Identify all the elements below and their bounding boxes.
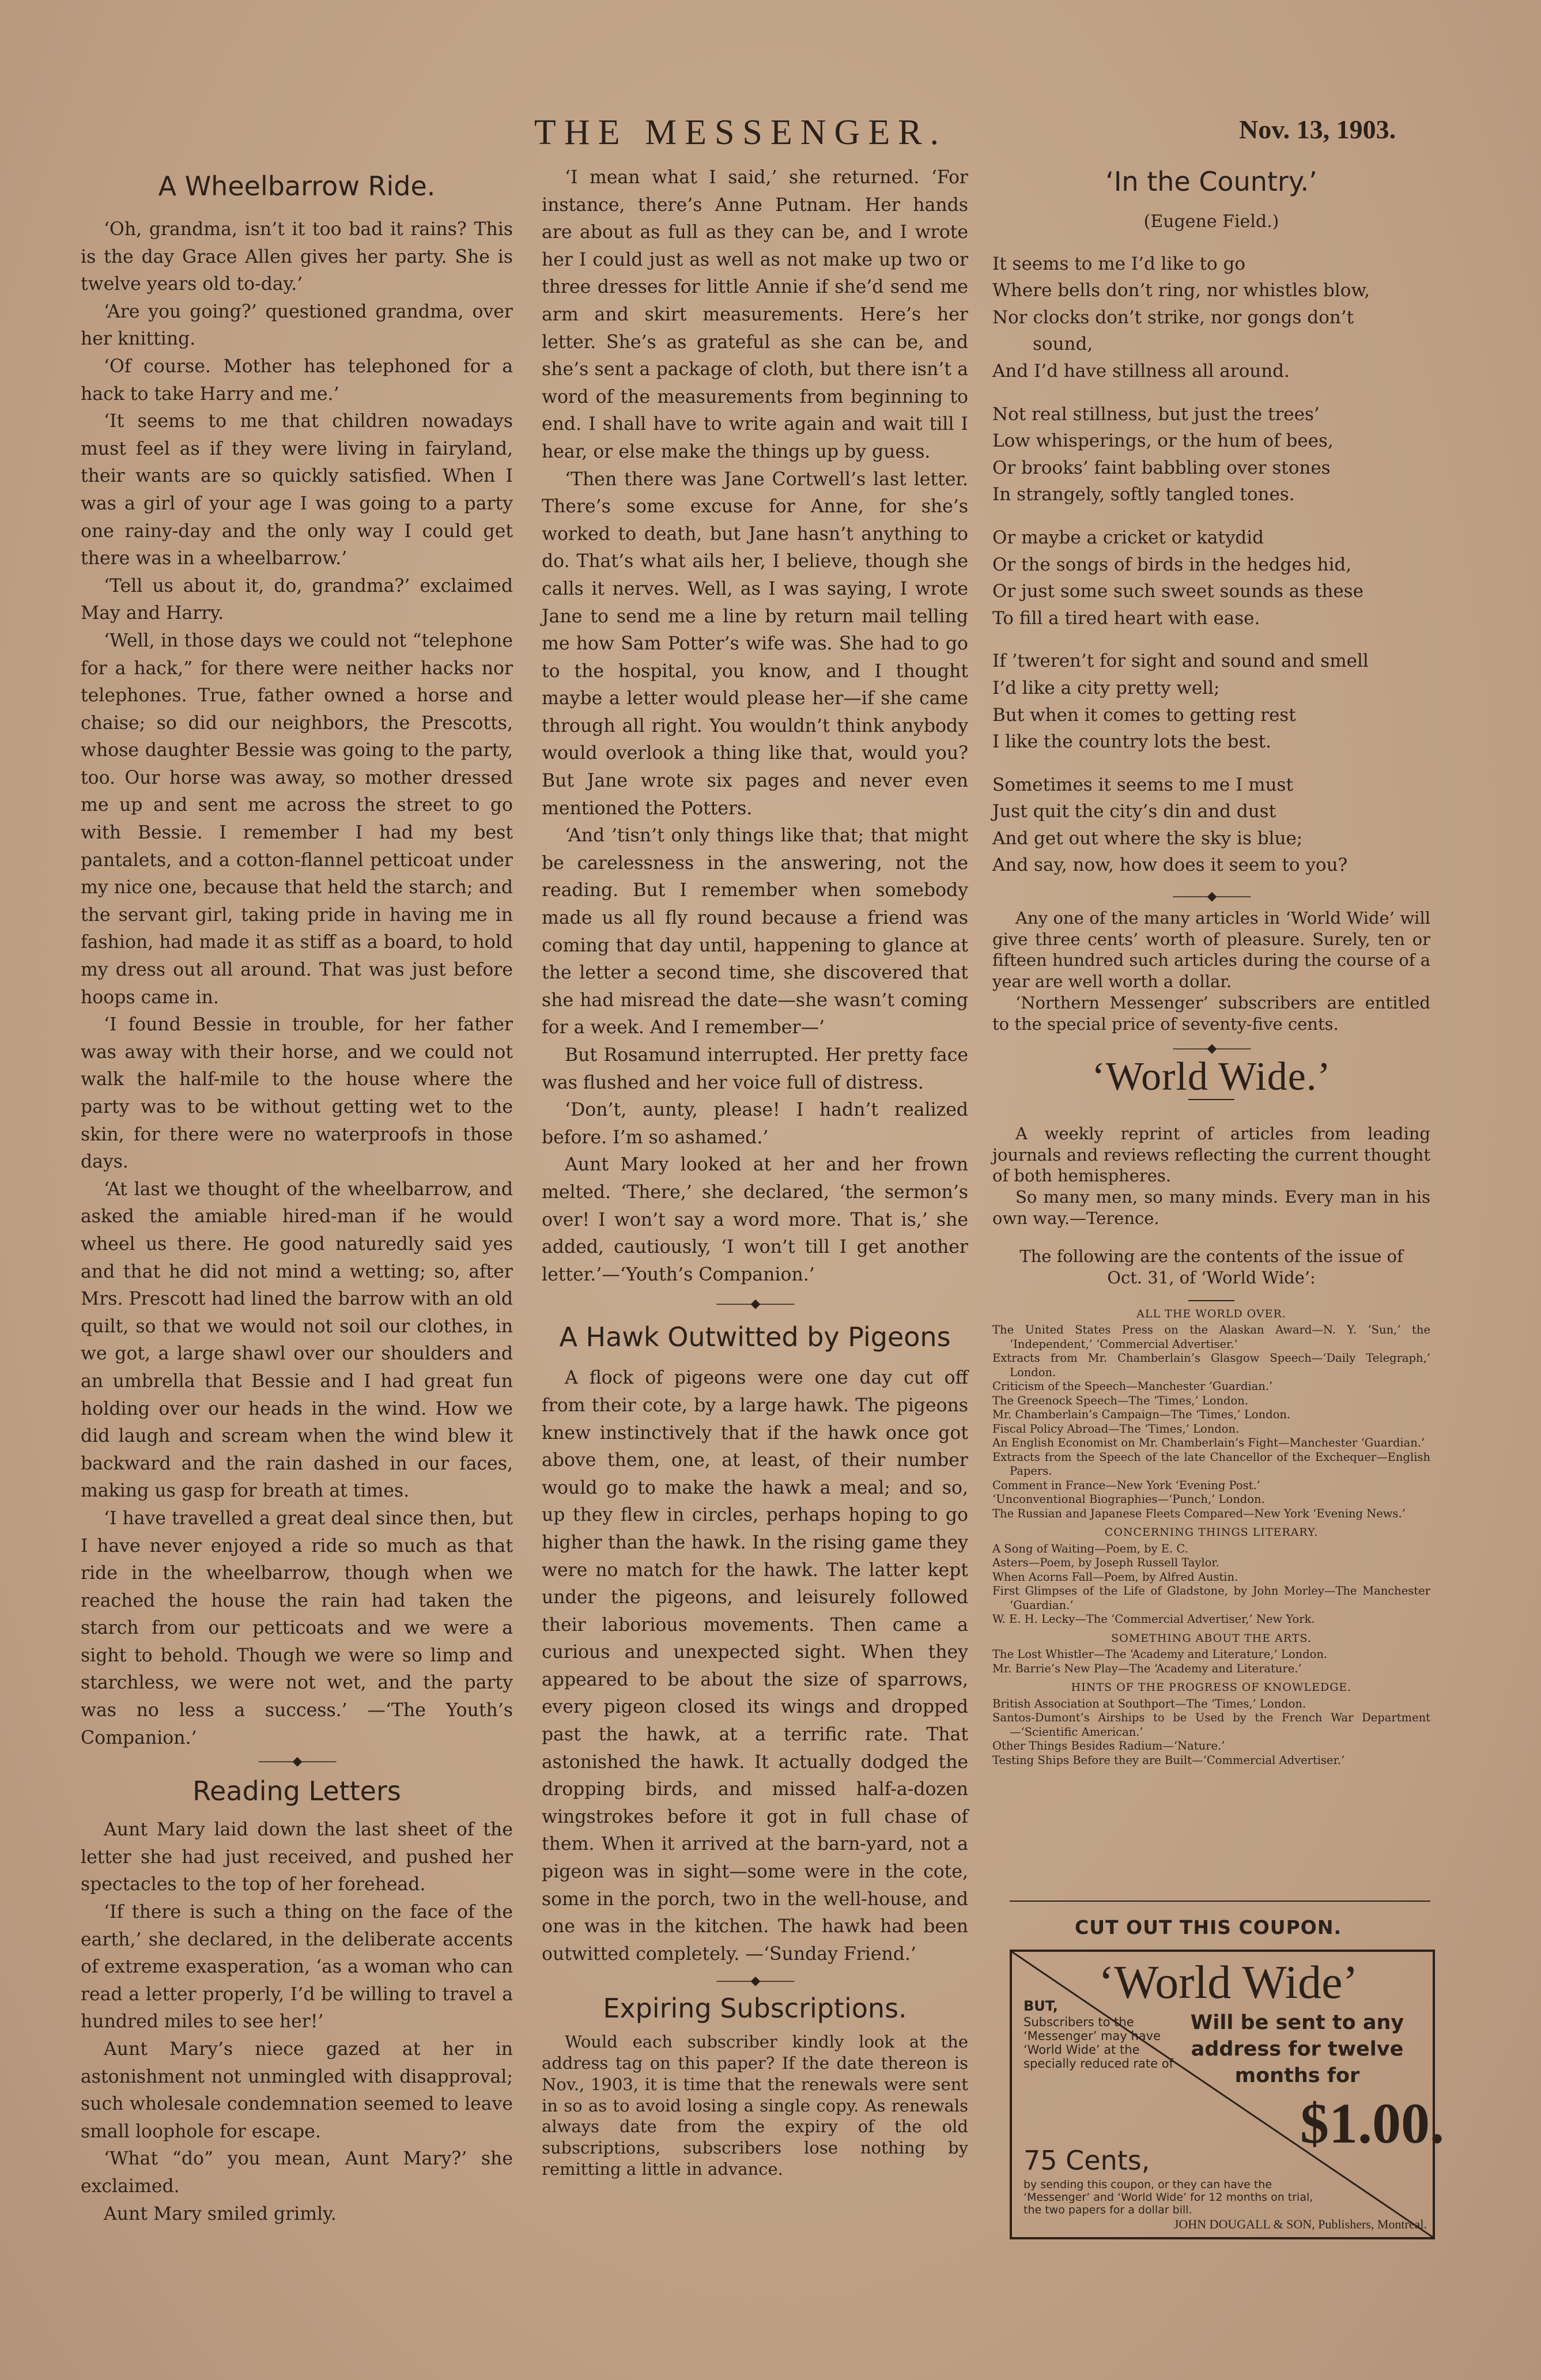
coupon-price: $1.00. [1300,2091,1444,2155]
contents-item: Mr. Chamberlain’s Campaign—The ‘Times,’ London. [992,1408,1291,1422]
paragraph: A flock of pigeons were one day cut off from their cote, by a large hawk. The pigeons knew instinctively that if the hawk once got above them, one, at least, of their number would go to make the hawk a meal; and so, up they flew in circles, perhaps hoping to go higher than the hawk. In the rising game they were no match for the hawk. The latter kept under the pigeons, and leisurely followed their laborious movements. Then came a curious and unexpected sight. When they appeared to be about the size of sparrows, every pigeon closed its wings and dropped past the hawk, at a terrific rate. That astonished the hawk. It actually dodged the dropping birds, and missed half-a-dozen wingstrokes before it got in full chase of them. When it arrived at the barn-yard, not a pigeon was in sight—some were in the cote, some in the porch, two in the well-house, and one was in the kitchen. The hawk had been outwitted completely. —‘Sunday Friend.’ [542,1367,968,1965]
poem-line: Not real stillness, but just the trees’ [992,403,1320,425]
coupon-heading: CUT OUT THIS COUPON. [1075,1916,1342,1939]
contents-item: Mr. Barrie’s New Play—The ‘Academy and Literature.’ [992,1661,1302,1675]
paragraph: Aunt Mary smiled grimly. [104,2203,337,2224]
contents-item: British Association at Southport—The ‘Times,’ London. [992,1697,1306,1710]
poem-line: To fill a tired heart with ease. [992,607,1260,629]
contents-item: Fiscal Policy Abroad—The ‘Times,’ London. [992,1422,1240,1435]
paragraph: ‘It seems to me that children nowadays must feel as if they were living in fairyland, their wants are so quickly satisfied. When I was a girl of your age I was going to a party one rainy-day and the only way I could get there was in a wheelbarrow.’ [81,411,513,569]
paragraph: ‘I found Bessie in trouble, for her father was away with their horse, and we could not walk the half-mile to the house where the party was to be without getting wet to the skin, for there were no waterproofs in those days. [81,1014,513,1173]
world-wide-title: ‘World Wide.’ [1091,1055,1331,1100]
paragraph: ‘Northern Messenger’ subscribers are entitled to the special price of seventy-five cents. [992,992,1430,1034]
masthead-title: THE MESSENGER. [534,113,947,152]
poem-line: In strangely, softly tangled tones. [992,484,1295,505]
coupon-publisher: JOHN DOUGALL & SON, Publishers, Montreal. [1173,2217,1427,2231]
paragraph: Would each subscriber kindly look at the address tag on this paper? If the date thereon is Nov., 1903, it is time that the renewals were sent in so as to avoid losing a single copy. As renewals always date from the expiry of the old subscriptions, subscribers lose nothing by remitting a little in advance. [542,2032,968,2179]
contents-section-heading: CONCERNING THINGS LITERARY. [1104,1526,1319,1539]
coupon-but: BUT, [1023,1998,1058,2014]
poem-stanza [992,648,1430,755]
poem-line: Or maybe a cricket or katydid [992,527,1264,548]
section-ornament: ———◆——— [716,1974,794,1989]
paragraph: ‘At last we thought of the wheelbarrow, and asked the amiable hired-man if he would wheel us there. He good naturedly said yes and that he did not mind a wetting; so, after Mrs. Prescott had lined the barrow with an old quilt, so that we would not soil our clothes, in we got, a large shawl over our shoulders and an umbrella that Bessie and I had great fun holding over our heads in the wind. How we did laugh and scream when the wind blew it backward and the rain dashed in our faces, making us gasp for breath at times. [81,1178,513,1502]
contents-item: The United States Press on the Alaskan Award—N. Y. ‘Sun,’ the ‘Independent,’ ‘Commercial Advertiser.’ [992,1323,1430,1351]
article-body-expiring [542,2031,968,2179]
contents-section-heading: ALL THE WORLD OVER. [1136,1307,1286,1320]
article-body-reading-letters [81,1816,513,2228]
article-title-expiring: Expiring Subscriptions. [603,1993,907,2024]
poem-line: I like the country lots the best. [992,731,1271,753]
world-wide-promo [992,908,1430,1034]
poem-line: Low whisperings, or the hum of bees, [992,430,1334,452]
poem-line: Sometimes it seems to me I must [992,774,1293,795]
contents-item: The Lost Whistler—The ‘Academy and Literature,’ London. [992,1648,1328,1661]
contents-item: W. E. H. Lecky—The ‘Commercial Advertiser,’ New York. [992,1612,1315,1626]
paragraph: Aunt Mary looked at her and her frown melted. ‘There,’ she declared, ‘the sermon’s over! I won’t say a word more. That is,’ she added, cautiously, ‘I won’t till I get another letter.’—‘Youth’s Companion.’ [542,1154,968,1285]
poem-line: Where bells don’t ring, nor whistles blow, [992,280,1370,301]
article-title-wheelbarrow: A Wheelbarrow Ride. [158,171,436,202]
poem-body [992,251,1430,879]
contents-item: ‘Unconventional Biographies—‘Punch,’ London. [992,1493,1265,1506]
contents-section-heading: HINTS OF THE PROGRESS OF KNOWLEDGE. [1071,1681,1352,1694]
contents-section-heading: SOMETHING ABOUT THE ARTS. [1111,1631,1312,1645]
article-title-reading-letters: Reading Letters [192,1775,401,1807]
contents-item: Asters—Poem, by Joseph Russell Taylor. [992,1556,1219,1570]
paragraph: ‘Tell us about it, do, grandma?’ exclaimed May and Harry. [81,575,513,624]
paragraph: ‘Then there was Jane Cortwell’s last letter. There’s some excuse for Anne, for she’s worked to death, but Jane hasn’t anything to do. That’s what ails her, I believe, though she calls it nerves. Well, as I was saying, I wrote Jane to send me a line by return mail telling me how Sam Potter’s wife was. She had to go to the hospital, you know, and I thought maybe a letter would please her—if she came through all right. You wouldn’t think anybody would overlook a thing like that, would you? But Jane wrote six pages and never even mentioned the Potters. [542,469,968,819]
paragraph: ‘What “do” you mean, Aunt Mary?’ she exclaimed. [81,2148,513,2197]
contents-item: Other Things Besides Radium—‘Nature.’ [992,1739,1225,1753]
contents-item: Extracts from the Speech of the late Chancellor of the Exchequer—English Papers. [992,1450,1430,1478]
contents-item: An English Economist on Mr. Chamberlain’s Fight—Manchester ‘Guardian.’ [992,1436,1425,1450]
paragraph: ‘I mean what I said,’ she returned. ‘For instance, there’s Anne Putnam. Her hands are about as full as they can be, and I wrote her I could just as well as not make up two or three dresses for little Annie if she’d send me arm and skirt measurements. Here’s her letter. She’s as grateful as she can be, and she’s sent a package of cloth, but there isn’t a word of the measurements from beginning to end. I shall have to write again and wait till I hear, or else make the things up by guess. [542,167,968,462]
contents-item: The Greenock Speech—The ‘Times,’ London. [992,1393,1249,1407]
article-body-hawk [542,1365,968,1968]
poem-stanza [992,401,1430,508]
contents-item: Criticism of the Speech—Manchester ‘Guardian.’ [992,1380,1273,1393]
column-1 [81,170,513,2228]
paragraph: ‘And ’tisn’t only things like that; that might be carelessness in the answering, not the reading. But I remember when somebody made us all fly round because a friend was coming that day until, happening to glance at the letter a second time, she discovered that she had misread the date—she wasn’t coming for a week. And I remember—’ [542,825,968,1038]
coupon-subscribers-text: Subscribers to the ‘Messenger’ may have ‘World Wide’ at the specially reduced rate of [1023,2015,1173,2071]
coupon-title: ‘World Wide’ [1098,1956,1358,2008]
paragraph: ‘I have travelled a great deal since then, but I have never enjoyed a ride so much as that ride in the wheelbarrow, though when we reached the house the rain had taken the starch from our petticoats and we were a sight to behold. Though we were so limp and starchless, we were not wet, and the party was no less a success.’ —‘The Youth’s Companion.’ [81,1508,513,1748]
paragraph: ‘Of course. Mother has telephoned for a hack to take Harry and me.’ [81,356,513,405]
contents-list [992,1307,1430,1768]
paragraph: ‘If there is such a thing on the face of the earth,’ she declared, in the deliberate accents of extreme exasperation, ‘as a woman who can read a letter properly, I’d be willing to travel a hundred miles to see her!’ [81,1902,513,2033]
column-3 [992,164,1430,1767]
paragraph: Aunt Mary laid down the last sheet of the letter she had just received, and pushed her spectacles to the top of her forehead. [81,1819,513,1895]
world-wide-description [992,1123,1430,1229]
coupon-reduced-price: 75 Cents, [1023,2145,1150,2176]
coupon-offer-text: Will be sent to any address for twelve months for [1190,2011,1404,2087]
poem-stanza [992,524,1430,632]
contents-intro: The following are the contents of the issue of Oct. 31, of ‘World Wide’: [1019,1246,1403,1288]
column-2 [542,164,968,2179]
coupon-instructions: by sending this coupon, or they can have the ‘Messenger’ and ‘World Wide’ for 12 months on trial, the two papers for a dollar bill. [1023,2178,1313,2216]
paragraph: But Rosamund interrupted. Her pretty face was flushed and her voice full of distress. [542,1045,968,1093]
paragraph: ‘Don’t, aunty, please! I hadn’t realized before. I’m so ashamed.’ [542,1100,968,1148]
contents-item: Testing Ships Before they are Built—‘Commercial Advertiser.’ [992,1753,1345,1767]
poem-line: And get out where the sky is blue; [992,828,1303,849]
section-ornament: ———◆——— [716,1297,794,1312]
subscription-coupon [1010,1950,1444,2239]
divider [1010,1901,1430,1902]
paragraph: Any one of the many articles in ‘World Wide’ will give three cents’ worth of pleasure. Surely, ten or fifteen hundred such articles during the course of a year are well worth a dollar. [992,908,1430,992]
divider [1188,1099,1234,1100]
poem-author: (Eugene Field.) [1143,211,1279,232]
poem-line: It seems to me I’d like to go [992,253,1245,274]
contents-item: Extracts from Mr. Chamberlain’s Glasgow Speech—‘Daily Telegraph,’ London. [992,1351,1430,1379]
poem-line: And I’d have stillness all around. [992,360,1290,381]
poem-line: But when it comes to getting rest [992,704,1296,726]
contents-item: First Glimpses of the Life of Gladstone, by John Morley—The Manchester ‘Guardian.’ [992,1584,1430,1612]
section-ornament: ———◆——— [1172,889,1251,904]
poem-line: Or just some such sweet sounds as these [992,581,1364,602]
paragraph: A weekly reprint of articles from leading journals and reviews reflecting the current thought of both hemispheres. [992,1123,1430,1186]
contents-item: Comment in France—New York ‘Evening Post.’ [992,1478,1260,1492]
poem-line: Just quit the city’s din and dust [992,801,1276,822]
paragraph: ‘Are you going?’ questioned grandma, over her knitting. [81,301,513,350]
poem-line: Or brooks’ faint babbling over stones [992,457,1331,478]
contents-item: A Song of Waiting—Poem, by E. C. [992,1542,1188,1555]
poem-line: sound, [1033,334,1093,355]
section-ornament: ———◆——— [258,1754,336,1769]
poem-line: I’d like a city pretty well; [992,677,1220,698]
article-body-wheelbarrow [81,216,513,1752]
paragraph: ‘Well, in those days we could not “telephone for a hack,” for there were neither hacks nor telephones. True, father owned a horse and chaise; so did our neighbors, the Prescotts, whose daughter Bessie was going to the party, too. Our horse was away, so mother dressed me up and sent me across the street to go with Bessie. I remember I had my best pantalets, and a cotton-flannel petticoat under my nice one, because that held the starch; and the servant girl, taking pride in having me in fashion, had made it as stiff as a board, to hold my dress out all around. That was just before hoops came in. [81,630,513,1008]
poem-line: Or the songs of birds in the hedges hid, [992,554,1352,575]
article-title-hawk: A Hawk Outwitted by Pigeons [559,1321,951,1353]
poem-stanza [992,772,1430,879]
paragraph: Aunt Mary’s niece gazed at her in astonishment not unmingled with disapproval; such wholesale condemnation seemed to leave small loophole for escape. [81,2039,513,2142]
issue-date: Nov. 13, 1903. [1239,115,1396,144]
divider [1188,1300,1234,1301]
contents-item: The Russian and Japanese Fleets Compared—New York ‘Evening News.’ [992,1506,1406,1520]
poem-line: Nor clocks don’t strike, nor gongs don’t [992,307,1354,328]
article-body-reading-letters-continued [542,164,968,1289]
contents-item: Santos-Dumont’s Airships to be Used by the French War Department—‘Scientific American.’ [992,1711,1430,1739]
paragraph: So many men, so many minds. Every man in his own way.—Terence. [992,1187,1430,1228]
poem-line: If ’tweren’t for sight and sound and smell [992,651,1369,672]
contents-item: When Acorns Fall—Poem, by Alfred Austin. [992,1570,1238,1584]
paragraph: ‘Oh, grandma, isn’t it too bad it rains? This is the day Grace Allen gives her party. She is twelve years old to-day.’ [81,219,513,295]
poem-stanza [992,251,1430,385]
section-ornament: ———◆——— [1172,1041,1251,1056]
poem-title: ‘In the Country.’ [1105,166,1317,197]
poem-line: And say, now, how does it seem to you? [992,855,1348,876]
